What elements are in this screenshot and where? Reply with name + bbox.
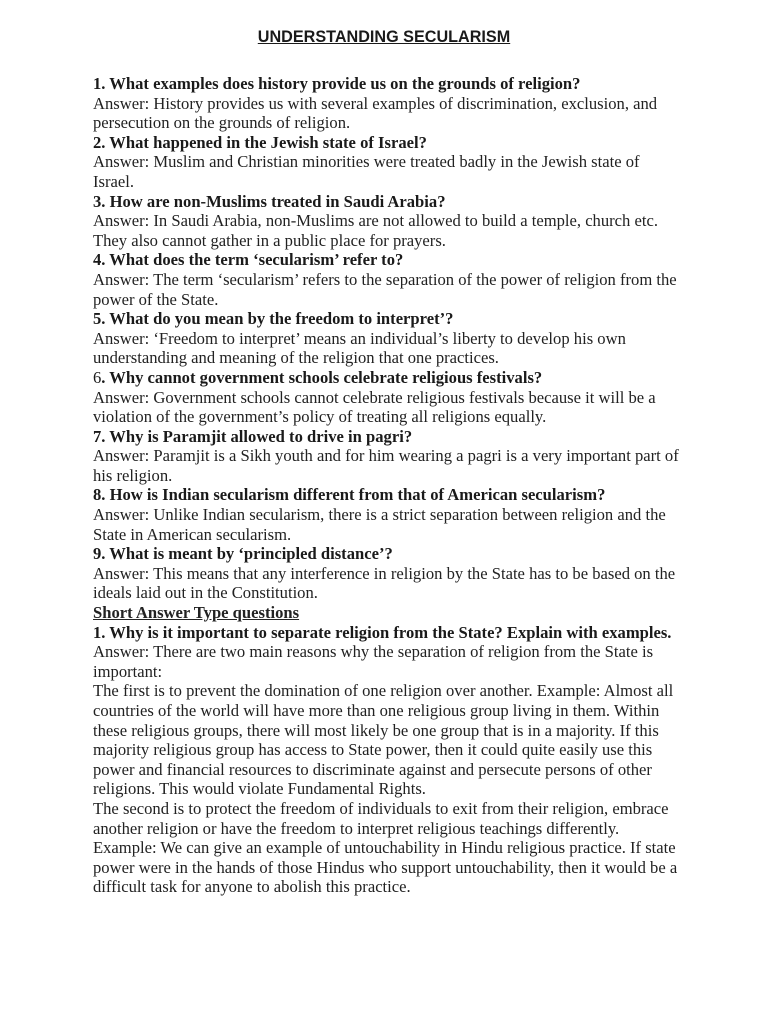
question-2: 2. What happened in the Jewish state of Israel? <box>93 132 427 152</box>
answer-7: Answer: Paramjit is a Sikh youth and for him wearing a pagri is a very important part of his religion. <box>93 446 679 485</box>
question-4: 4. What does the term ‘secularism’ refer to? <box>93 250 404 270</box>
question-3: 3. How are non-Muslims treated in Saudi Arabia? <box>93 191 446 211</box>
answer-8: Answer: Unlike Indian secularism, there is a strict separation between religion and the State in American secularism. <box>93 505 666 544</box>
answer-2: Answer: Muslim and Christian minorities were treated badly in the Jewish state of Israel. <box>93 152 640 191</box>
answer-5: Answer: ‘Freedom to interpret’ means an individual’s liberty to develop his own understanding and meaning of the religion that one practices. <box>93 328 626 368</box>
answer-3: Answer: In Saudi Arabia, non-Muslims are not allowed to build a temple, church etc. They also cannot gather in a public place for prayers. <box>93 211 658 250</box>
section-heading-short-answer: Short Answer Type questions <box>93 603 300 623</box>
question-5: 5. What do you mean by the freedom to interpret’? <box>93 309 454 329</box>
question-6-number: 6 <box>93 367 102 387</box>
question-7: 7. Why is Paramjit allowed to drive in pagri? <box>93 426 413 446</box>
question-9: 9. What is meant by ‘principled distance’? <box>93 544 393 564</box>
question-1: 1. What examples does history provide us on the grounds of religion? <box>93 74 581 93</box>
question-6 <box>93 368 683 388</box>
short-question-1: 1. Why is it important to separate religion from the State? Explain with examples. <box>93 622 672 642</box>
question-8: 8. How is Indian secularism different from that of American secularism? <box>93 485 606 505</box>
answer-9: Answer: This means that any interference in religion by the State has to be based on the ideals laid out in the Constitution. <box>93 563 676 603</box>
page-title: UNDERSTANDING SECULARISM <box>257 28 511 46</box>
answer-6: Answer: Government schools cannot celebrate religious festivals because it will be a violation of the government’s policy of treating all religions equally. <box>93 387 656 427</box>
short-answer-paragraph-1: The first is to prevent the domination of one religion over another. Example: Almost all countries of the world will have more than one religious group living in them. Within these religious groups, there will most likely be one group that is in a majority. If this majority religious group has access to State power, then it could quite easily use this power and financial resources to discriminate against and persecute persons of other religions. This would violate Fundamental Rights. <box>93 681 674 799</box>
question-6-text: . Why cannot government schools celebrate religious festivals? <box>101 367 543 387</box>
answer-1: Answer: History provides us with several examples of discrimination, exclusion, and persecution on the grounds of religion. <box>93 93 658 133</box>
document-body <box>93 74 683 897</box>
short-answer-paragraph-2: The second is to protect the freedom of individuals to exit from their religion, embrace another religion or have the freedom to interpret religious teachings differently. Example: We can give an example of untouchability in Hindu religious practice. If state power were in the hands of those Hindus who support untouchability, then it would be a difficult task for anyone to abolish this practice. <box>93 798 678 897</box>
short-answer-1: Answer: There are two main reasons why the separation of religion from the State is important: <box>93 642 654 681</box>
answer-4: Answer: The term ‘secularism’ refers to the separation of the power of religion from the power of the State. <box>93 269 677 309</box>
